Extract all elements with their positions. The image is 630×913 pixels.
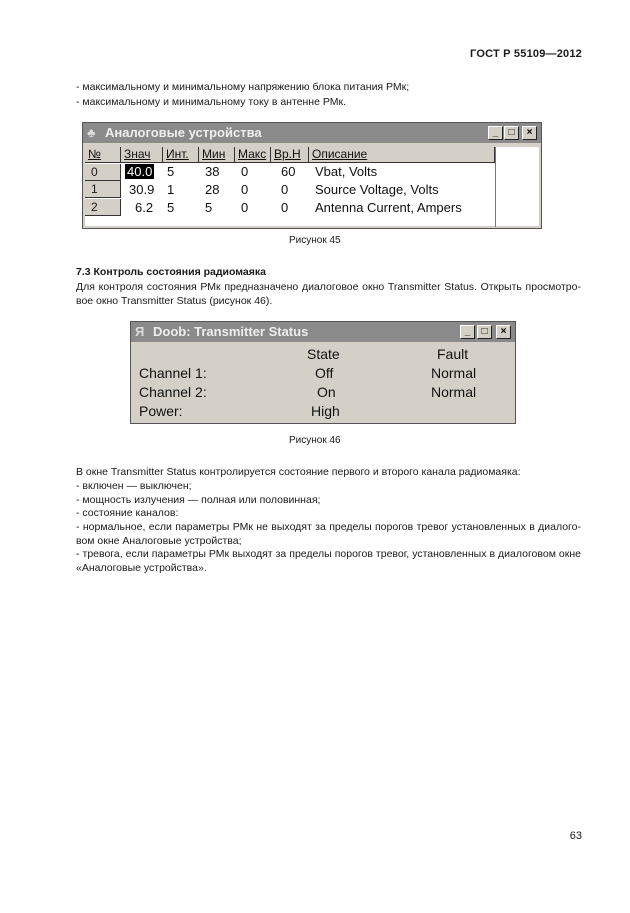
col-header-value[interactable]: Знач <box>121 147 163 163</box>
channel2-state: On <box>317 384 336 400</box>
document-header: ГОСТ Р 55109—2012 <box>470 48 582 60</box>
body-line: - включен — выключен; <box>76 480 192 492</box>
power-state: High <box>311 403 340 419</box>
section-title: 7.3 Контроль состояния радиомаяка <box>76 266 266 278</box>
section-paragraph: Для контроля состояния РМк предназначено диалоговое окно Transmitter Status. Открыть просмотро-вое окно Transmitter Status (рисунок 46). <box>76 281 581 307</box>
cell-interval: 5 <box>167 200 175 215</box>
cell-min: 5 <box>205 200 213 215</box>
close-button[interactable]: × <box>522 126 537 140</box>
window-title: Аналоговые устройства <box>105 125 262 140</box>
body-paragraph-alarm: - тревога, если параметры РМк выходят за пределы порогов тревог, установленных в диалоговом окне «Аналоговые устройства». <box>76 548 581 574</box>
state-column-header: State <box>307 346 340 362</box>
analog-devices-table <box>85 147 539 226</box>
body-paragraph-normal: - нормальное, если параметры РМк не выходят за пределы порогов тревог установленных в диалого-вом окне Аналоговые устройства; <box>76 521 581 547</box>
col-header-interval[interactable]: Инт. <box>163 147 199 163</box>
cell-max: 0 <box>241 182 249 197</box>
figure-caption-45: Рисунок 45 <box>289 235 341 246</box>
channel1-fault: Normal <box>431 365 477 381</box>
selected-value[interactable]: 40.0 <box>127 164 153 179</box>
app-icon: ♣ <box>87 125 96 140</box>
cell-min: 38 <box>205 164 220 179</box>
intro-line-voltage: - максимальному и минимальному напряжению блока питания РМк; <box>76 81 410 93</box>
col-header-description[interactable]: Описание <box>309 147 495 163</box>
cell-value[interactable] <box>125 163 154 181</box>
cell-value: 30.9 <box>129 182 155 197</box>
cell-description: Source Voltage, Volts <box>315 182 439 197</box>
channel1-state: Off <box>315 365 334 381</box>
col-header-max[interactable]: Макс <box>235 147 271 163</box>
power-label: Power: <box>139 403 183 419</box>
cell-description: Antenna Current, Ampers <box>315 200 462 215</box>
minimize-button[interactable]: _ <box>460 325 475 339</box>
maximize-button[interactable]: □ <box>477 325 492 339</box>
channel2-label: Channel 2: <box>139 384 207 400</box>
channel1-label: Channel 1: <box>139 365 207 381</box>
cell-value: 6.2 <box>135 200 154 215</box>
col-header-number[interactable]: № <box>85 147 121 163</box>
close-button[interactable]: × <box>496 325 511 339</box>
body-line: В окне Transmitter Status контролируется состояние первого и второго канала радиомаяка: <box>76 466 521 478</box>
minimize-button[interactable]: _ <box>488 126 503 140</box>
figure-caption-46: Рисунок 46 <box>289 435 341 446</box>
transmitter-status-titlebar[interactable] <box>131 322 515 342</box>
analog-devices-window <box>82 122 542 229</box>
cell-interval: 5 <box>167 164 175 179</box>
grid-divider <box>495 147 496 227</box>
transmitter-status-window <box>130 321 516 424</box>
col-header-time[interactable]: Вр.Н <box>271 147 309 163</box>
cell-description: Vbat, Volts <box>315 164 378 179</box>
maximize-button[interactable]: □ <box>504 126 519 140</box>
app-icon: Я <box>135 324 145 339</box>
analog-devices-titlebar[interactable] <box>83 123 541 143</box>
cell-max: 0 <box>241 164 249 179</box>
row-number[interactable]: 0 <box>85 164 121 181</box>
cell-time: 0 <box>281 200 289 215</box>
window-title: Doob: Transmitter Status <box>153 324 309 339</box>
body-line: - мощность излучения — полная или половинная; <box>76 494 321 506</box>
intro-line-current: - максимальному и минимальному току в антенне РМк. <box>76 96 346 108</box>
cell-min: 28 <box>205 182 220 197</box>
cell-time: 60 <box>281 164 296 179</box>
cell-interval: 1 <box>167 182 175 197</box>
fault-column-header: Fault <box>437 346 469 362</box>
page-number: 63 <box>569 830 582 842</box>
channel2-fault: Normal <box>431 384 477 400</box>
cell-max: 0 <box>241 200 249 215</box>
cell-time: 0 <box>281 182 289 197</box>
body-line: - состояние каналов: <box>76 507 179 519</box>
col-header-min[interactable]: Мин <box>199 147 235 163</box>
row-number[interactable]: 1 <box>85 181 121 198</box>
row-number[interactable]: 2 <box>85 199 121 216</box>
